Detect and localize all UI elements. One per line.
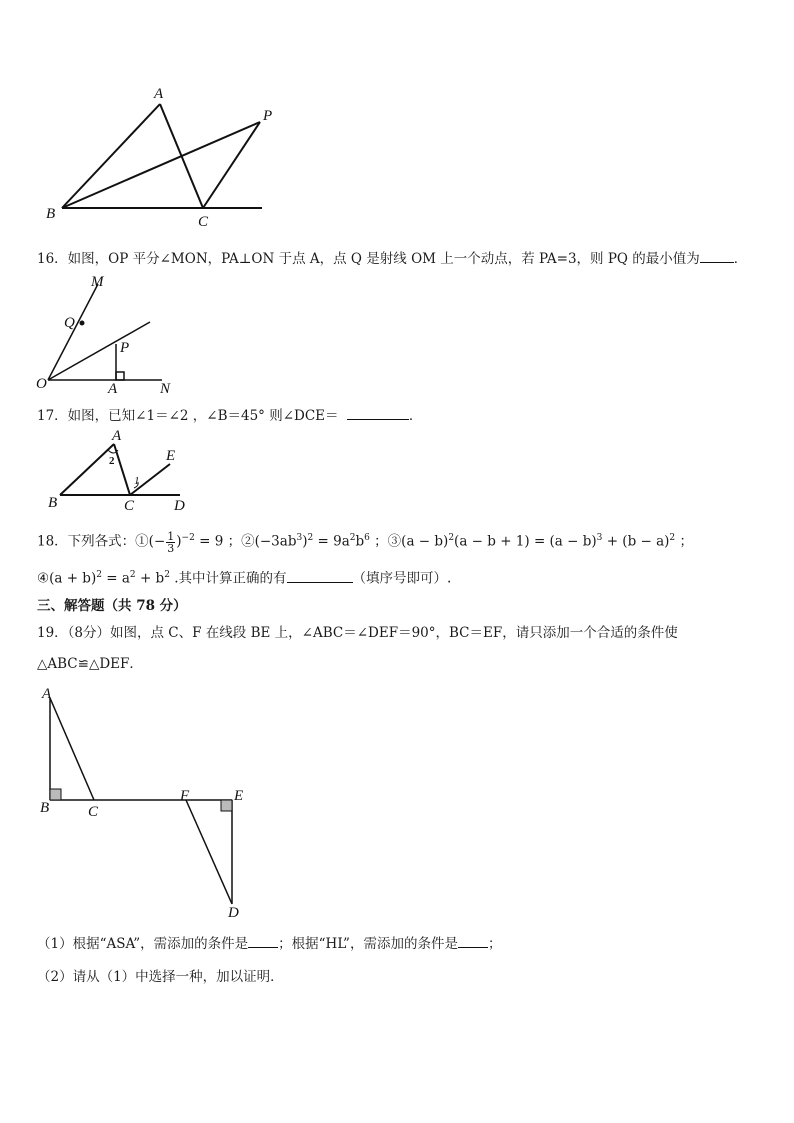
q19-hl-blank[interactable]	[458, 935, 488, 948]
q18-fraction: $\frac{1}{3}$	[167, 529, 175, 555]
question-19-line2: △ABC≌△DEF．	[37, 656, 143, 672]
label-a: A	[154, 86, 164, 102]
q18-lead: 18．下列各式：①(−	[37, 533, 166, 550]
question-19-part1: （1）根据“ASA”，需添加的条件是 ；根据“HL”，需添加的条件是 ；	[37, 936, 502, 952]
label-b: B	[48, 495, 58, 511]
label-m: M	[91, 274, 104, 290]
label-angle-2: 2	[109, 455, 115, 467]
question-19-part2: （2）请从（1）中选择一种，加以证明．	[37, 969, 284, 985]
question-18-line2: ④(a + $b)^2 = a^2 + b^2$ .其中计算正确的有 （填序号即可）.	[37, 570, 452, 587]
label-d: D	[228, 905, 239, 920]
question-19: 19．（8分）如图，点 C、F 在线段 BE 上，∠ABC＝∠DEF＝90°，BC＝EF，请只添加一个合适的条件使	[37, 625, 678, 641]
q17-text: 17．如图，已知∠1＝∠2 ，∠B＝45° 则∠DCE＝	[37, 408, 339, 424]
right-angle-mark-e	[221, 800, 232, 811]
q16-text: 16．如图，OP 平分∠MON，PA⊥ON 于点 A，点 Q 是射线 OM 上一个动点，若 PA=3，则 PQ 的最小值为	[37, 251, 700, 267]
figure-q16	[34, 272, 184, 394]
label-p: P	[120, 340, 130, 356]
label-d: D	[174, 498, 185, 514]
segment-ac	[50, 698, 94, 800]
q18-answer-blank[interactable]	[287, 570, 353, 583]
label-angle-1: 1	[134, 475, 140, 487]
question-17	[37, 407, 422, 425]
label-o: O	[36, 376, 47, 392]
segment-ab	[62, 104, 160, 208]
question-16	[37, 250, 747, 268]
segment-bp	[62, 122, 260, 208]
right-angle-mark-b	[50, 789, 61, 800]
right-angle-mark-a	[116, 372, 124, 380]
label-c: C	[88, 804, 99, 820]
segment-fd	[186, 800, 232, 904]
figure-q15	[40, 80, 290, 230]
section-heading-3: 三、解答题（共 78 分）	[37, 598, 187, 614]
question-18: 18．下列各式：①(− $\frac{1}{3}$ )$^{-2}$ = 9 ；$②(-3ab^3)^2 = 9a^2b^6$ ；③(a − $b)^2(a - b + 1) = (a - b)^3 + (b - a)^2$ ；	[37, 529, 693, 555]
q16-end: ．	[733, 251, 748, 267]
label-b: B	[40, 800, 50, 816]
figure-q19	[36, 686, 256, 920]
label-c: C	[124, 498, 135, 514]
label-b: B	[46, 206, 56, 222]
label-e: E	[234, 788, 244, 804]
label-n: N	[160, 381, 171, 394]
q16-answer-blank[interactable]	[700, 250, 734, 263]
label-f: F	[180, 788, 190, 804]
label-q: Q	[64, 315, 75, 331]
label-a: A	[112, 428, 122, 444]
label-a: A	[42, 686, 52, 702]
q17-end: ．	[408, 408, 423, 424]
q17-answer-blank[interactable]	[347, 407, 409, 420]
figure-q17	[44, 428, 194, 514]
point-q	[80, 321, 85, 326]
segment-ba	[60, 444, 114, 495]
label-e: E	[166, 448, 176, 464]
label-a: A	[108, 381, 118, 394]
q19-asa-blank[interactable]	[248, 935, 278, 948]
label-p: P	[263, 108, 273, 124]
label-c: C	[198, 214, 209, 230]
